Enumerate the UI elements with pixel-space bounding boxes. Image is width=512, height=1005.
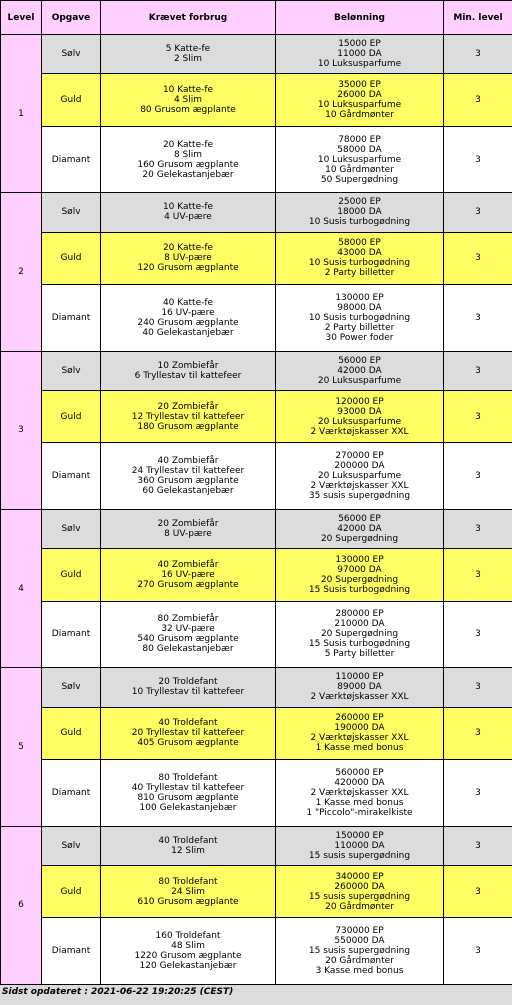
reward-item: 42000 DA — [337, 524, 382, 535]
header-min-level: Min. level — [444, 1, 512, 35]
reward-cell — [276, 826, 444, 865]
last-updated: Sidst opdateret : 2021-06-22 19:20:25 (CEST) — [2, 987, 234, 997]
required-cell — [101, 74, 276, 126]
reward-item: 190000 DA — [334, 723, 385, 734]
table-row — [1, 232, 512, 284]
reward-item: 5 Party billetter — [324, 649, 395, 660]
reward-item: 2 Værktøjskasser XXL — [310, 481, 409, 492]
required-item: 20 Zombiefår — [157, 519, 219, 530]
reward-item: 50 Supergødning — [320, 174, 399, 185]
min-level-cell: 3 — [444, 668, 512, 707]
reward-item: 97000 DA — [337, 564, 382, 575]
required-item: 180 Grusom ægplante — [137, 421, 239, 432]
reward-item: 340000 EP — [335, 871, 384, 882]
required-item: 40 Tryllestav til kattefeer — [131, 782, 245, 793]
required-item: 40 Katte-fe — [162, 297, 214, 308]
task-tier-cell: Sølv — [42, 351, 101, 390]
task-tier-cell: Guld — [42, 232, 101, 284]
table-row — [1, 668, 512, 707]
required-item: 160 Grusom ægplante — [137, 159, 239, 170]
reward-item: 2 Værktøjskasser XXL — [310, 787, 409, 798]
required-cell — [101, 126, 276, 193]
required-item: 80 Grusom ægplante — [140, 105, 236, 116]
task-tier-cell: Sølv — [42, 668, 101, 707]
required-cell — [101, 390, 276, 442]
reward-cell — [276, 509, 444, 548]
reward-item: 280000 EP — [335, 609, 384, 620]
required-item: 20 Katte-fe — [162, 243, 214, 254]
task-tier-cell: Diamant — [42, 918, 101, 985]
reward-item: 42000 DA — [337, 365, 382, 376]
required-cell — [101, 668, 276, 707]
reward-item: 420000 DA — [334, 777, 385, 788]
reward-item: 260000 EP — [335, 713, 384, 724]
reward-item: 10 Susis turbogødning — [308, 258, 411, 269]
table-row — [1, 826, 512, 865]
reward-item: 20 Supergødning — [320, 534, 399, 545]
reward-item: 730000 EP — [335, 926, 384, 937]
table-row — [1, 601, 512, 668]
level-cell: 1 — [1, 35, 42, 193]
required-item: 240 Grusom ægplante — [137, 317, 239, 328]
header-row — [1, 1, 512, 35]
header-opgave: Opgave — [42, 1, 101, 35]
reward-item: 550000 DA — [334, 936, 385, 947]
reward-item: 26000 DA — [337, 90, 382, 101]
task-tier-cell: Sølv — [42, 35, 101, 74]
required-cell — [101, 760, 276, 827]
reward-item: 260000 DA — [334, 881, 385, 892]
header-belonning: Belønning — [276, 1, 444, 35]
reward-item: 2 Party billetter — [324, 322, 395, 333]
required-item: 20 Tryllestav til kattefeer — [131, 728, 245, 739]
required-item: 610 Grusom ægplante — [137, 896, 239, 907]
reward-item: 10 Susis turbogødning — [308, 217, 411, 228]
required-item: 24 Slim — [171, 886, 205, 897]
task-tier-cell: Guld — [42, 390, 101, 442]
min-level-cell: 3 — [444, 760, 512, 827]
required-item: 160 Troldefant — [155, 931, 221, 942]
reward-item: 10 Gårdmønter — [325, 110, 394, 121]
min-level-cell: 3 — [444, 126, 512, 193]
required-item: 360 Grusom ægplante — [137, 476, 239, 487]
reward-item: 15 Susis turbogødning — [308, 584, 411, 595]
required-item: 6 Tryllestav til kattefeer — [134, 370, 242, 381]
reward-item: 2 Værktøjskasser XXL — [310, 733, 409, 744]
required-cell — [101, 232, 276, 284]
reward-item: 15000 EP — [338, 39, 381, 50]
reward-item: 15 susis supergødning — [308, 850, 411, 861]
min-level-cell: 3 — [444, 285, 512, 352]
required-item: 80 Troldefant — [158, 876, 218, 887]
reward-item: 1 "Piccolo"-mirakelkiste — [306, 807, 413, 818]
task-tier-cell: Diamant — [42, 285, 101, 352]
task-tier-cell: Diamant — [42, 126, 101, 193]
reward-item: 25000 EP — [338, 197, 381, 208]
reward-item: 20 Luksusparfume — [317, 375, 402, 386]
required-cell — [101, 865, 276, 917]
table-row — [1, 285, 512, 352]
required-item: 48 Slim — [171, 941, 205, 952]
reward-item: 20 Gårdmønter — [325, 901, 394, 912]
reward-item: 20 Supergødning — [320, 629, 399, 640]
level-cell: 4 — [1, 509, 42, 667]
reward-item: 89000 DA — [337, 682, 382, 693]
reward-item: 10 Susis turbogødning — [308, 312, 411, 323]
task-tier-cell: Guld — [42, 865, 101, 917]
required-item: 5 Katte-fe — [165, 44, 211, 55]
min-level-cell: 3 — [444, 351, 512, 390]
required-cell — [101, 918, 276, 985]
reward-item: 20 Supergødning — [320, 574, 399, 585]
reward-item: 20 Gårdmønter — [325, 956, 394, 967]
min-level-cell: 3 — [444, 232, 512, 284]
reward-item: 15 susis supergødning — [308, 946, 411, 957]
required-item: 4 Slim — [173, 95, 203, 106]
reward-item: 10 Luksusparfume — [317, 100, 402, 111]
reward-item: 130000 EP — [335, 554, 384, 565]
reward-item: 20 Luksusparfume — [317, 416, 402, 427]
min-level-cell: 3 — [444, 601, 512, 668]
reward-item: 1 Kasse med bonus — [315, 743, 404, 754]
reward-item: 15 susis supergødning — [308, 891, 411, 902]
reward-cell — [276, 668, 444, 707]
table-row — [1, 35, 512, 74]
level-cell: 6 — [1, 826, 42, 984]
required-item: 8 UV-pære — [164, 253, 212, 264]
reward-cell — [276, 285, 444, 352]
required-item: 540 Grusom ægplante — [137, 634, 239, 645]
required-item: 20 Zombiefår — [157, 401, 219, 412]
required-cell — [101, 285, 276, 352]
reward-item: 110000 DA — [334, 840, 385, 851]
required-cell — [101, 707, 276, 759]
required-cell — [101, 443, 276, 510]
reward-item: 11000 DA — [337, 49, 382, 60]
reward-item: 130000 EP — [335, 292, 384, 303]
reward-cell — [276, 232, 444, 284]
reward-item: 200000 DA — [334, 461, 385, 472]
reward-item: 20 Luksusparfume — [317, 471, 402, 482]
required-item: 10 Katte-fe — [162, 202, 214, 213]
required-item: 12 Tryllestav til kattefeer — [131, 411, 245, 422]
required-item: 1220 Grusom ægplante — [134, 951, 242, 962]
reward-cell — [276, 35, 444, 74]
task-tier-cell: Guld — [42, 707, 101, 759]
required-item: 60 Gelekastanjebær — [142, 486, 234, 497]
min-level-cell: 3 — [444, 390, 512, 442]
reward-item: 210000 DA — [334, 619, 385, 630]
required-item: 80 Zombiefår — [157, 614, 219, 625]
min-level-cell: 3 — [444, 865, 512, 917]
reward-item: 2 Værktøjskasser XXL — [310, 692, 409, 703]
header-level: Level — [1, 1, 42, 35]
table-row — [1, 443, 512, 510]
required-cell — [101, 826, 276, 865]
required-item: 810 Grusom ægplante — [137, 792, 239, 803]
reward-item: 93000 DA — [337, 406, 382, 417]
required-cell — [101, 193, 276, 232]
table-body — [1, 35, 512, 985]
reward-item: 56000 EP — [338, 514, 381, 525]
required-cell — [101, 549, 276, 601]
table-row — [1, 707, 512, 759]
level-cell: 3 — [1, 351, 42, 509]
required-item: 24 Tryllestav til kattefeer — [131, 466, 245, 477]
task-tier-cell: Sølv — [42, 193, 101, 232]
min-level-cell: 3 — [444, 707, 512, 759]
level-cell: 5 — [1, 668, 42, 826]
table-row — [1, 918, 512, 985]
task-tier-cell: Guld — [42, 549, 101, 601]
min-level-cell: 3 — [444, 35, 512, 74]
reward-cell — [276, 351, 444, 390]
reward-item: 110000 EP — [335, 672, 384, 683]
reward-item: 58000 EP — [338, 238, 381, 249]
required-item: 32 UV-pære — [161, 624, 215, 635]
required-item: 10 Katte-fe — [162, 85, 214, 96]
reward-cell — [276, 74, 444, 126]
reward-cell — [276, 443, 444, 510]
reward-cell — [276, 126, 444, 193]
required-item: 8 Slim — [173, 149, 203, 160]
required-item: 120 Grusom ægplante — [137, 263, 239, 274]
required-item: 80 Gelekastanjebær — [142, 644, 234, 655]
required-item: 40 Gelekastanjebær — [142, 327, 234, 338]
level-cell: 2 — [1, 193, 42, 351]
reward-item: 35000 EP — [338, 80, 381, 91]
reward-cell — [276, 549, 444, 601]
reward-cell — [276, 865, 444, 917]
required-item: 80 Troldefant — [158, 772, 218, 783]
required-cell — [101, 351, 276, 390]
reward-item: 120000 EP — [335, 396, 384, 407]
reward-item: 2 Party billetter — [324, 268, 395, 279]
reward-cell — [276, 601, 444, 668]
reward-item: 58000 DA — [337, 144, 382, 155]
required-item: 16 UV-pære — [161, 307, 215, 318]
required-item: 20 Troldefant — [158, 677, 218, 688]
required-item: 270 Grusom ægplante — [137, 579, 239, 590]
required-cell — [101, 35, 276, 74]
reward-cell — [276, 193, 444, 232]
table-row — [1, 865, 512, 917]
min-level-cell: 3 — [444, 443, 512, 510]
task-tier-cell: Diamant — [42, 760, 101, 827]
required-item: 40 Troldefant — [158, 718, 218, 729]
task-tier-cell: Diamant — [42, 443, 101, 510]
reward-item: 30 Power foder — [325, 332, 394, 343]
required-item: 405 Grusom ægplante — [137, 738, 239, 749]
min-level-cell: 3 — [444, 549, 512, 601]
task-tier-cell: Diamant — [42, 601, 101, 668]
reward-item: 35 susis supergødning — [308, 491, 411, 502]
required-item: 120 Gelekastanjebær — [139, 961, 237, 972]
header-forbrug: Krævet forbrug — [101, 1, 276, 35]
min-level-cell: 3 — [444, 918, 512, 985]
required-item: 20 Katte-fe — [162, 139, 214, 150]
reward-item: 78000 EP — [338, 134, 381, 145]
reward-item: 43000 DA — [337, 248, 382, 259]
required-item: 40 Troldefant — [158, 835, 218, 846]
task-tier-cell: Sølv — [42, 826, 101, 865]
table-row — [1, 549, 512, 601]
task-tier-cell: Guld — [42, 74, 101, 126]
reward-cell — [276, 390, 444, 442]
reward-item: 98000 DA — [337, 302, 382, 313]
reward-item: 150000 EP — [335, 830, 384, 841]
required-item: 12 Slim — [171, 845, 205, 856]
reward-item: 3 Kasse med bonus — [315, 966, 404, 977]
table-row — [1, 74, 512, 126]
required-item: 40 Zombiefår — [157, 559, 219, 570]
table-row — [1, 509, 512, 548]
required-cell — [101, 601, 276, 668]
reward-item: 270000 EP — [335, 451, 384, 462]
min-level-cell: 3 — [444, 826, 512, 865]
table-row — [1, 760, 512, 827]
reward-item: 10 Luksusparfume — [317, 154, 402, 165]
min-level-cell: 3 — [444, 74, 512, 126]
required-cell — [101, 509, 276, 548]
reward-cell — [276, 918, 444, 985]
required-item: 100 Gelekastanjebær — [139, 802, 237, 813]
required-item: 10 Tryllestav til kattefeer — [131, 687, 245, 698]
required-item: 16 UV-pære — [161, 569, 215, 580]
required-item: 10 Zombiefår — [157, 360, 219, 371]
reward-item: 10 Luksusparfume — [317, 59, 402, 70]
table-row — [1, 193, 512, 232]
table-row — [1, 351, 512, 390]
reward-item: 10 Gårdmønter — [325, 164, 394, 175]
required-item: 20 Gelekastanjebær — [142, 169, 234, 180]
reward-item: 15 Susis turbogødning — [308, 639, 411, 650]
table-row — [1, 390, 512, 442]
task-tier-cell: Sølv — [42, 509, 101, 548]
min-level-cell: 3 — [444, 509, 512, 548]
reward-item: 560000 EP — [335, 767, 384, 778]
reward-item: 2 Værktøjskasser XXL — [310, 426, 409, 437]
reward-cell — [276, 707, 444, 759]
reward-item: 1 Kasse med bonus — [315, 797, 404, 808]
min-level-cell: 3 — [444, 193, 512, 232]
reward-item: 18000 DA — [337, 207, 382, 218]
required-item: 2 Slim — [173, 54, 203, 65]
required-item: 40 Zombiefår — [157, 456, 219, 467]
table-row — [1, 126, 512, 193]
reward-item: 56000 EP — [338, 355, 381, 366]
reward-cell — [276, 760, 444, 827]
required-item: 8 UV-pære — [164, 529, 212, 540]
required-item: 4 UV-pære — [164, 212, 212, 223]
